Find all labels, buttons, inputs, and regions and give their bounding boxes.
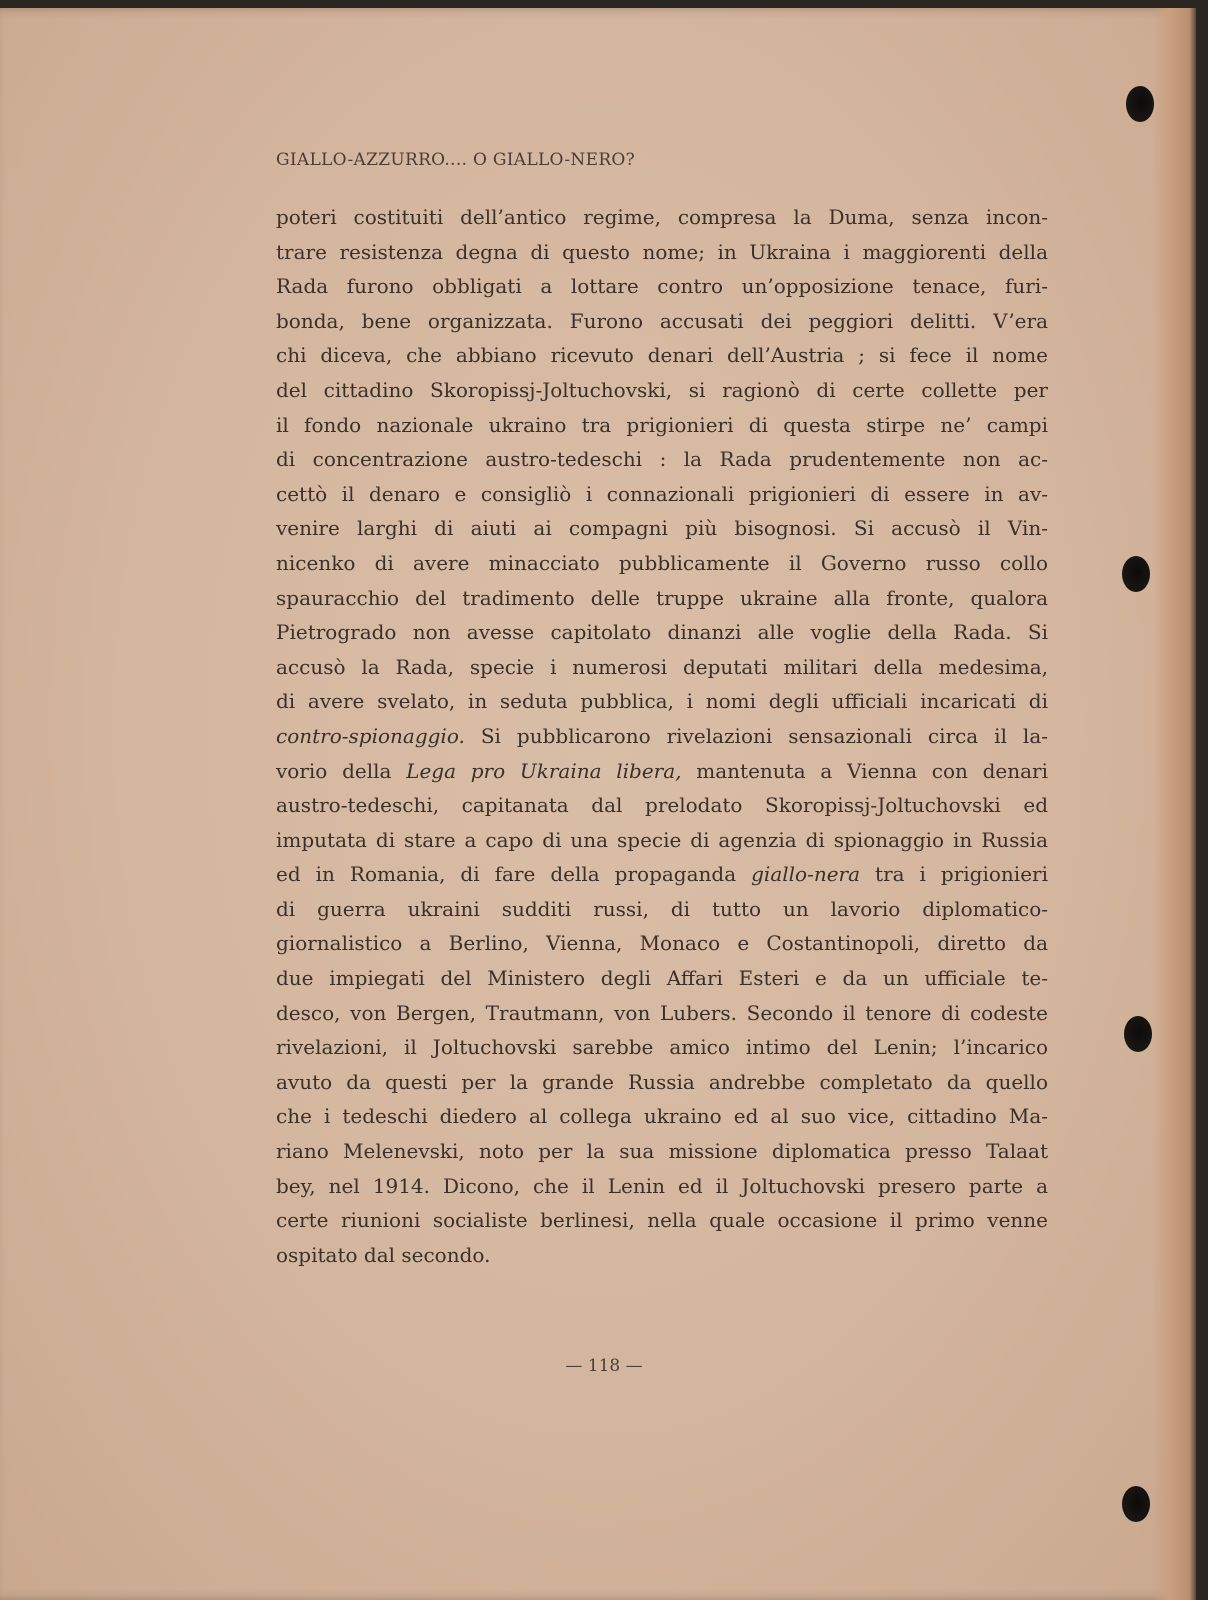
- text-line: che i tedeschi diedero al collega ukraino ed al suo vice, cittadino Ma-: [276, 1104, 1048, 1129]
- text-line: giornalistico a Berlino, Vienna, Monaco e Costantinopoli, diretto da: [276, 931, 1048, 956]
- text-line: Pietrogrado non avesse capitolato dinanzi alle voglie della Rada. Si: [276, 620, 1048, 645]
- text-line: cettò il denaro e consigliò i connazionali prigionieri di essere in av-: [276, 481, 1048, 506]
- italic-phrase: giallo-nera: [751, 862, 861, 887]
- text-line: accusò la Rada, specie i numerosi deputati militari della medesima,: [276, 654, 1048, 679]
- text-line: bonda, bene organizzata. Furono accusati dei peggiori delitti. V’era: [276, 308, 1048, 333]
- text-line: due impiegati del Ministero degli Affari Esteri e da un ufficiale te-: [276, 966, 1048, 991]
- text-line: venire larghi di aiuti ai compagni più bisognosi. Si accusò il Vin-: [276, 516, 1048, 541]
- text-line: poteri costituiti dell’antico regime, compresa la Duma, senza incon-: [276, 205, 1048, 229]
- punch-hole: [1126, 86, 1154, 122]
- text-line: di guerra ukraini sudditi russi, di tutto un lavorio diplomatico-: [276, 896, 1048, 921]
- text-line: rivelazioni, il Joltuchovski sarebbe amico intimo del Lenin; l’incarico: [276, 1035, 1048, 1060]
- punch-hole: [1122, 1486, 1150, 1522]
- text-line: ospitato dal secondo.: [276, 1242, 491, 1267]
- text-line: di avere svelato, in seduta pubblica, i nomi degli ufficiali incaricati di: [276, 689, 1048, 714]
- text-segment: ed in Romania, di fare della propaganda: [276, 862, 752, 887]
- text-line: il fondo nazionale ukraino tra prigionieri di questa stirpe ne’ campi: [276, 412, 1048, 437]
- italic-phrase: Lega pro Ukraina libera,: [406, 758, 682, 783]
- text-segment: vorio della: [276, 758, 407, 783]
- text-segment: Si pubblicarono rivelazioni sensazionali circa il la-: [464, 723, 1048, 748]
- punch-hole: [1124, 1016, 1152, 1052]
- text-line: [276, 857, 1048, 892]
- body-text: [276, 200, 1048, 1272]
- text-line: [276, 754, 1048, 789]
- text-segment: mantenuta a Vienna con denari: [681, 758, 1048, 783]
- text-line: avuto da questi per la grande Russia andrebbe completato da quello: [276, 1069, 1048, 1094]
- text-line: nicenko di avere minacciato pubblicamente il Governo russo collo: [276, 550, 1048, 575]
- text-line: del cittadino Skoropissj-Joltuchovski, si ragionò di certe collette per: [276, 377, 1048, 402]
- text-line: spauracchio del tradimento delle truppe ukraine alla fronte, qualora: [276, 585, 1048, 610]
- text-line: austro-tedeschi, capitanata dal prelodato Skoropissj-Joltuchovski ed: [276, 793, 1048, 818]
- text-line: imputata di stare a capo di una specie di agenzia di spionaggio in Russia: [276, 827, 1048, 852]
- text-line: certe riunioni socialiste berlinesi, nella quale occasione il primo venne: [276, 1208, 1048, 1233]
- text-line: desco, von Bergen, Trautmann, von Lubers. Secondo il tenore di codeste: [276, 1000, 1048, 1025]
- punch-hole: [1122, 556, 1150, 592]
- text-line: di concentrazione austro-tedeschi : la Rada prudentemente non ac-: [276, 447, 1048, 472]
- page-number: — 118 —: [565, 1356, 643, 1376]
- text-segment: tra i prigionieri: [860, 862, 1048, 887]
- running-head: GIALLO-AZZURRO.... O GIALLO-NERO?: [276, 150, 636, 170]
- text-line: riano Melenevski, noto per la sua missione diplomatica presso Talaat: [276, 1139, 1048, 1164]
- italic-phrase: contro-spionaggio.: [276, 723, 465, 748]
- text-line: [276, 719, 1048, 754]
- text-line: trare resistenza degna di questo nome; in Ukraina i maggiorenti della: [276, 239, 1048, 264]
- text-line: bey, nel 1914. Dicono, che il Lenin ed il Joltuchovski presero parte a: [276, 1173, 1048, 1198]
- text-line: chi diceva, che abbiano ricevuto denari dell’Austria ; si fece il nome: [276, 343, 1048, 368]
- text-line: Rada furono obbligati a lottare contro un’opposizione tenace, furi-: [276, 274, 1048, 299]
